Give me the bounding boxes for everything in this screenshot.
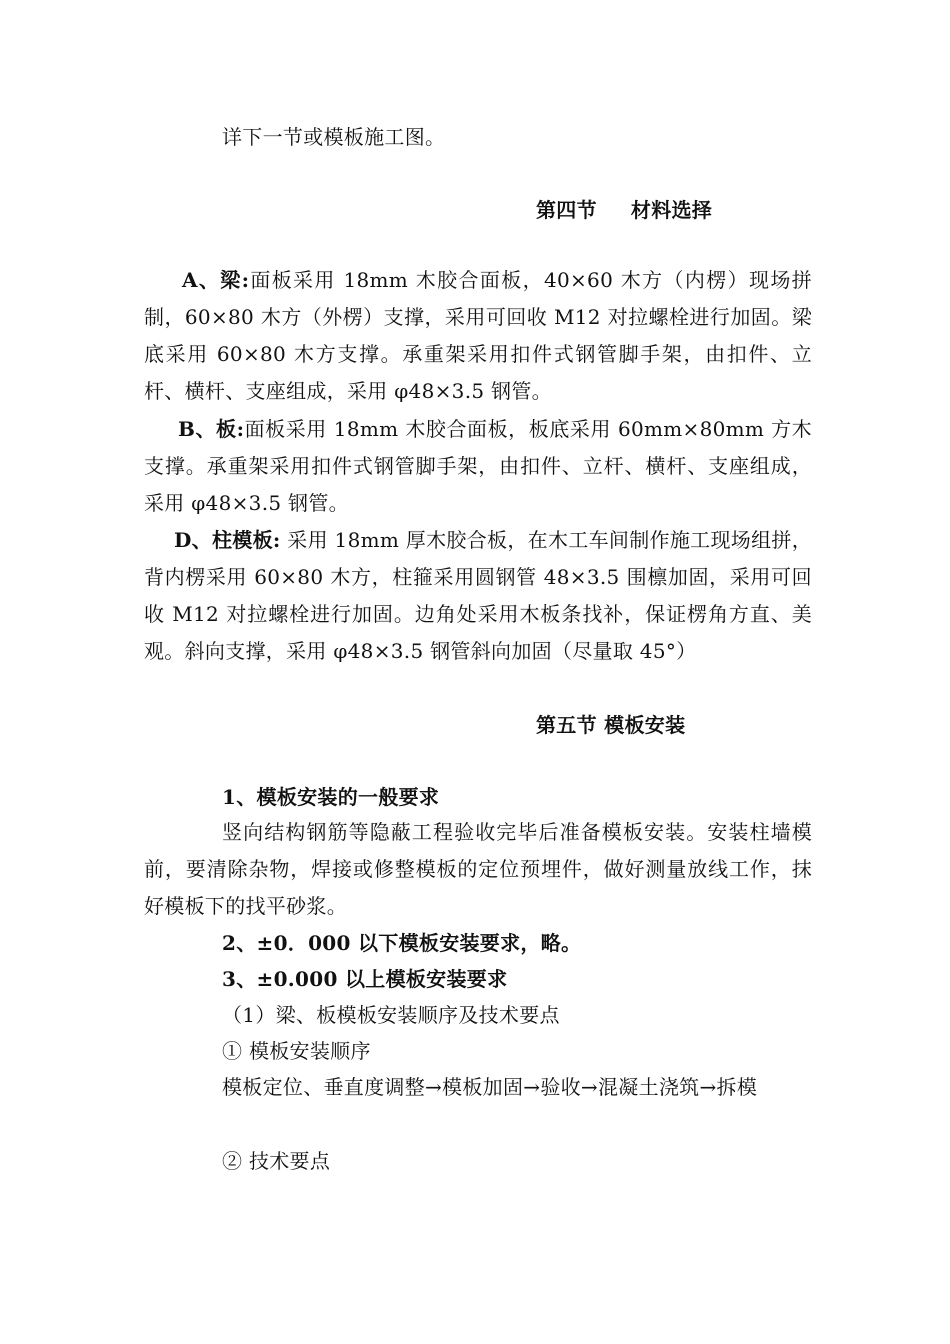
item-d-text: 采用 18mm 厚木胶合板，在木工车间制作施工现场组拼，背内楞采用 60×80 木方，柱箍采用圆钢管 48×3.5 围檩加固，采用可回收 M12 对拉螺栓进行加固。边角处采用木板条找补，保证楞角方直、美观。斜向支撑，采用 φ48×3.5 钢管斜向加固（尽量取 45°） [144, 528, 813, 663]
item-a-label: A、梁: [182, 268, 250, 292]
sub2-heading: 2、±0．000 以下模板安装要求，略。 [222, 931, 582, 955]
section-4-title: 材料选择 [630, 198, 713, 222]
item-b-slab [144, 411, 812, 522]
item-a-text: 面板采用 18mm 木胶合面板，40×60 木方（内楞）现场拼制，60×80 木方（外楞）支撑，采用可回收 M12 对拉螺栓进行加固。梁底采用 60×80 木方支撑。承重架采用扣件式钢管脚手架，由扣件、立杆、横杆、支座组成，采用 φ48×3.5 钢管。 [144, 268, 812, 403]
section-4-heading [536, 197, 712, 223]
section-5-heading: 第五节 模板安装 [536, 713, 686, 737]
item-b-label: B、板: [178, 417, 245, 441]
sub3-step1-text: 模板定位、垂直度调整→模板加固→验收→混凝土浇筑→拆模 [222, 1075, 758, 1099]
sub3-step1-label: ① 模板安装顺序 [222, 1039, 371, 1063]
section-4-number: 第四节 [536, 198, 597, 222]
sub3-heading: 3、±0.000 以上模板安装要求 [222, 967, 508, 991]
intro-line: 详下一节或模板施工图。 [222, 125, 446, 149]
item-d-label: D、柱模板: [174, 528, 281, 552]
sub3-item1: （1）梁、板模板安装顺序及技术要点 [222, 1003, 560, 1027]
item-a-beam [144, 262, 812, 410]
sub3-step2-label: ② 技术要点 [222, 1149, 331, 1173]
item-b-text: 面板采用 18mm 木胶合面板，板底采用 60mm×80mm 方木支撑。承重架采用扣件式钢管脚手架，由扣件、立杆、横杆、支座组成，采用 φ48×3.5 钢管。 [144, 417, 812, 515]
sub1-text: 竖向结构钢筋等隐蔽工程验收完毕后准备模板安装。安装柱墙模前，要清除杂物，焊接或修整模板的定位预埋件，做好测量放线工作，抹好模板下的找平砂浆。 [144, 820, 812, 918]
item-d-column [144, 522, 812, 670]
sub1-heading: 1、模板安装的一般要求 [222, 785, 440, 809]
